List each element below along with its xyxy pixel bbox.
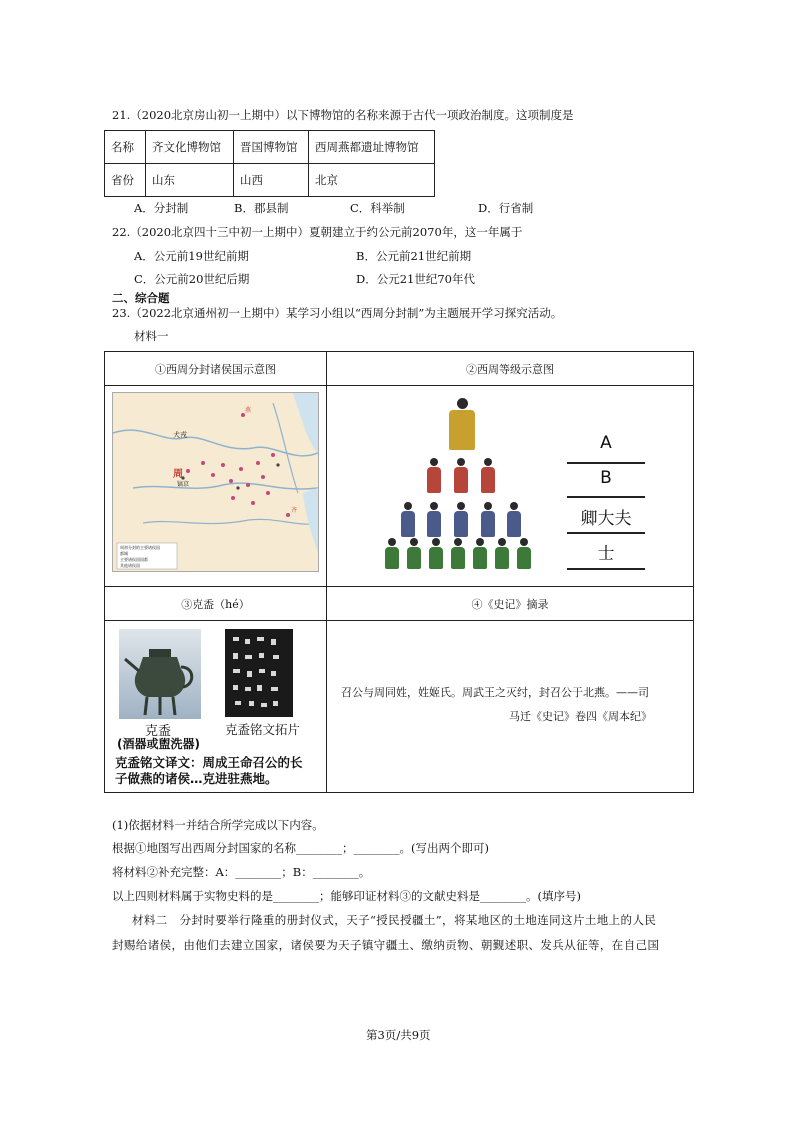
inscription-translation-line1: 克盉铭文译文：周成王命召公的长 (115, 755, 303, 770)
rank-label-shi: 士 (597, 544, 615, 564)
map-cell (105, 386, 327, 587)
section-heading: 二、综合题 (112, 291, 170, 305)
official-figure (454, 502, 468, 537)
q21-option-a[interactable]: A．分封制 (134, 201, 189, 215)
fill-line-3[interactable]: 以上四则材料属于实物史料的是________；能够印证材料③的文献史料是________。(填序号) (112, 889, 581, 903)
inscription-translation-line2: 子做燕的诸侯…克进驻燕地。 (115, 771, 278, 786)
cell-title-map: ①西周分封诸侯国示意图 (105, 352, 327, 386)
page-footer: 第3页/共9页 (366, 1028, 431, 1042)
rank-divider (567, 568, 645, 570)
table-row (105, 131, 435, 164)
rubbing-graphic (225, 629, 293, 717)
material2-line2: 封赐给诸侯，由他们去建立国家，诸侯要为天子镇守疆土、缴纳贡物、朝觐述职、发兵从征等，在自己国 (112, 938, 660, 952)
q22-option-d[interactable]: D．公元21世纪70年代 (356, 272, 475, 286)
cell-title-shiji: ④《史记》摘录 (327, 587, 694, 621)
rank-label-qingdafu: 卿大夫 (580, 509, 632, 529)
material2-line1: 材料二 分封时要举行隆重的册封仪式，天子“授民授疆土”，将某地区的土地连同这片土地上的人民 (132, 913, 657, 927)
rank-label-a: A (600, 433, 612, 453)
official-figure (401, 502, 415, 537)
fill-line-1[interactable]: 根据①地图写出西周分封国家的名称________；________。(写出两个即可) (112, 841, 489, 855)
table-cell: 齐文化博物馆 (146, 131, 234, 164)
map-label: 齐 (291, 507, 298, 514)
kehe-cell (105, 621, 327, 793)
fill-line-2[interactable]: 将材料②补充完整：A：________；B：________。 (112, 865, 371, 879)
q21-museum-table (104, 130, 435, 197)
legend-item: 主要诸侯国国都 (120, 557, 148, 562)
hierarchy-cell (327, 386, 694, 587)
q22-option-c[interactable]: C．公元前20世纪后期 (134, 272, 250, 286)
map-legend (120, 545, 160, 569)
legend-item: 其他诸侯国 (120, 563, 140, 568)
table-cell: 山东 (146, 164, 234, 197)
q23-stem: 23.（2022北京通州初一上期中）某学习小组以“西周分封制”为主题展开学习探究活动。 (112, 306, 563, 320)
rank-divider (567, 462, 645, 464)
rank-divider (567, 532, 645, 534)
shiji-excerpt-line2: 马迁《史记》卷四《周本纪》 (509, 710, 652, 723)
shi-figure (385, 538, 399, 569)
q21-option-b[interactable]: B．郡县制 (234, 201, 289, 215)
cell-title-kehe: ③克盉（hé） (105, 587, 327, 621)
legend-item: 周初分封的主要诸侯国 (120, 545, 160, 550)
table-cell: 省份 (105, 164, 146, 197)
official-figure (427, 502, 441, 537)
map-label: 周 (173, 469, 183, 480)
noble-figure (427, 458, 441, 493)
bronze-vessel-graphic (119, 629, 201, 719)
shi-figure (407, 538, 421, 569)
official-figure (481, 502, 495, 537)
subquestion-1: (1)依据材料一并结合所学完成以下内容。 (112, 818, 324, 832)
official-figure (507, 502, 521, 537)
map-label: 燕 (245, 407, 252, 414)
material1-label: 材料一 (134, 329, 169, 343)
inscription-rubbing (225, 629, 293, 717)
table-cell: 西周燕都遗址博物馆 (309, 131, 435, 164)
shi-figure (495, 538, 509, 569)
bronze-caption-title: 克盉 (145, 724, 172, 739)
bronze-vessel-photo (119, 629, 201, 719)
q22-stem: 22.（2020北京四十三中初一上期中）夏朝建立于约公元前2070年，这一年属于 (112, 225, 523, 239)
table-cell: 名称 (105, 131, 146, 164)
rubbing-caption: 克盉铭文拓片 (225, 722, 301, 737)
q21-option-c[interactable]: C．科举制 (350, 201, 405, 215)
noble-figure (481, 458, 495, 493)
shiji-cell (327, 621, 694, 793)
shi-figure (429, 538, 443, 569)
bronze-caption-sub: (酒器或盥洗器) (117, 737, 200, 751)
table-row (105, 164, 435, 197)
table-cell: 晋国博物馆 (234, 131, 309, 164)
rank-label-b: B (600, 468, 612, 488)
map-label: 犬戎 (173, 431, 187, 439)
cell-title-hierarchy: ②西周等级示意图 (327, 352, 694, 386)
shi-figure (473, 538, 487, 569)
shi-figure (451, 538, 465, 569)
rank-divider (567, 496, 645, 498)
table-cell: 山西 (234, 164, 309, 197)
q21-stem: 21.（2020北京房山初一上期中）以下博物馆的名称来源于古代一项政治制度。这项制度是 (112, 108, 574, 122)
material1-table (104, 351, 694, 793)
legend-item: 都城 (120, 551, 128, 556)
map-label: 镐京 (177, 481, 190, 488)
shi-figure (517, 538, 531, 569)
table-cell: 北京 (309, 164, 435, 197)
q22-option-b[interactable]: B．公元前21世纪前期 (356, 249, 472, 263)
shiji-excerpt-line1: 召公与周同姓，姓姬氏。周武王之灭纣，封召公于北燕。——司 (341, 686, 649, 699)
fief-map (112, 392, 319, 572)
q22-option-a[interactable]: A．公元前19世纪前期 (134, 249, 249, 263)
noble-figure (454, 458, 468, 493)
king-figure (449, 398, 475, 450)
hierarchy-pyramid (327, 386, 693, 581)
q21-option-d[interactable]: D．行省制 (478, 201, 534, 215)
